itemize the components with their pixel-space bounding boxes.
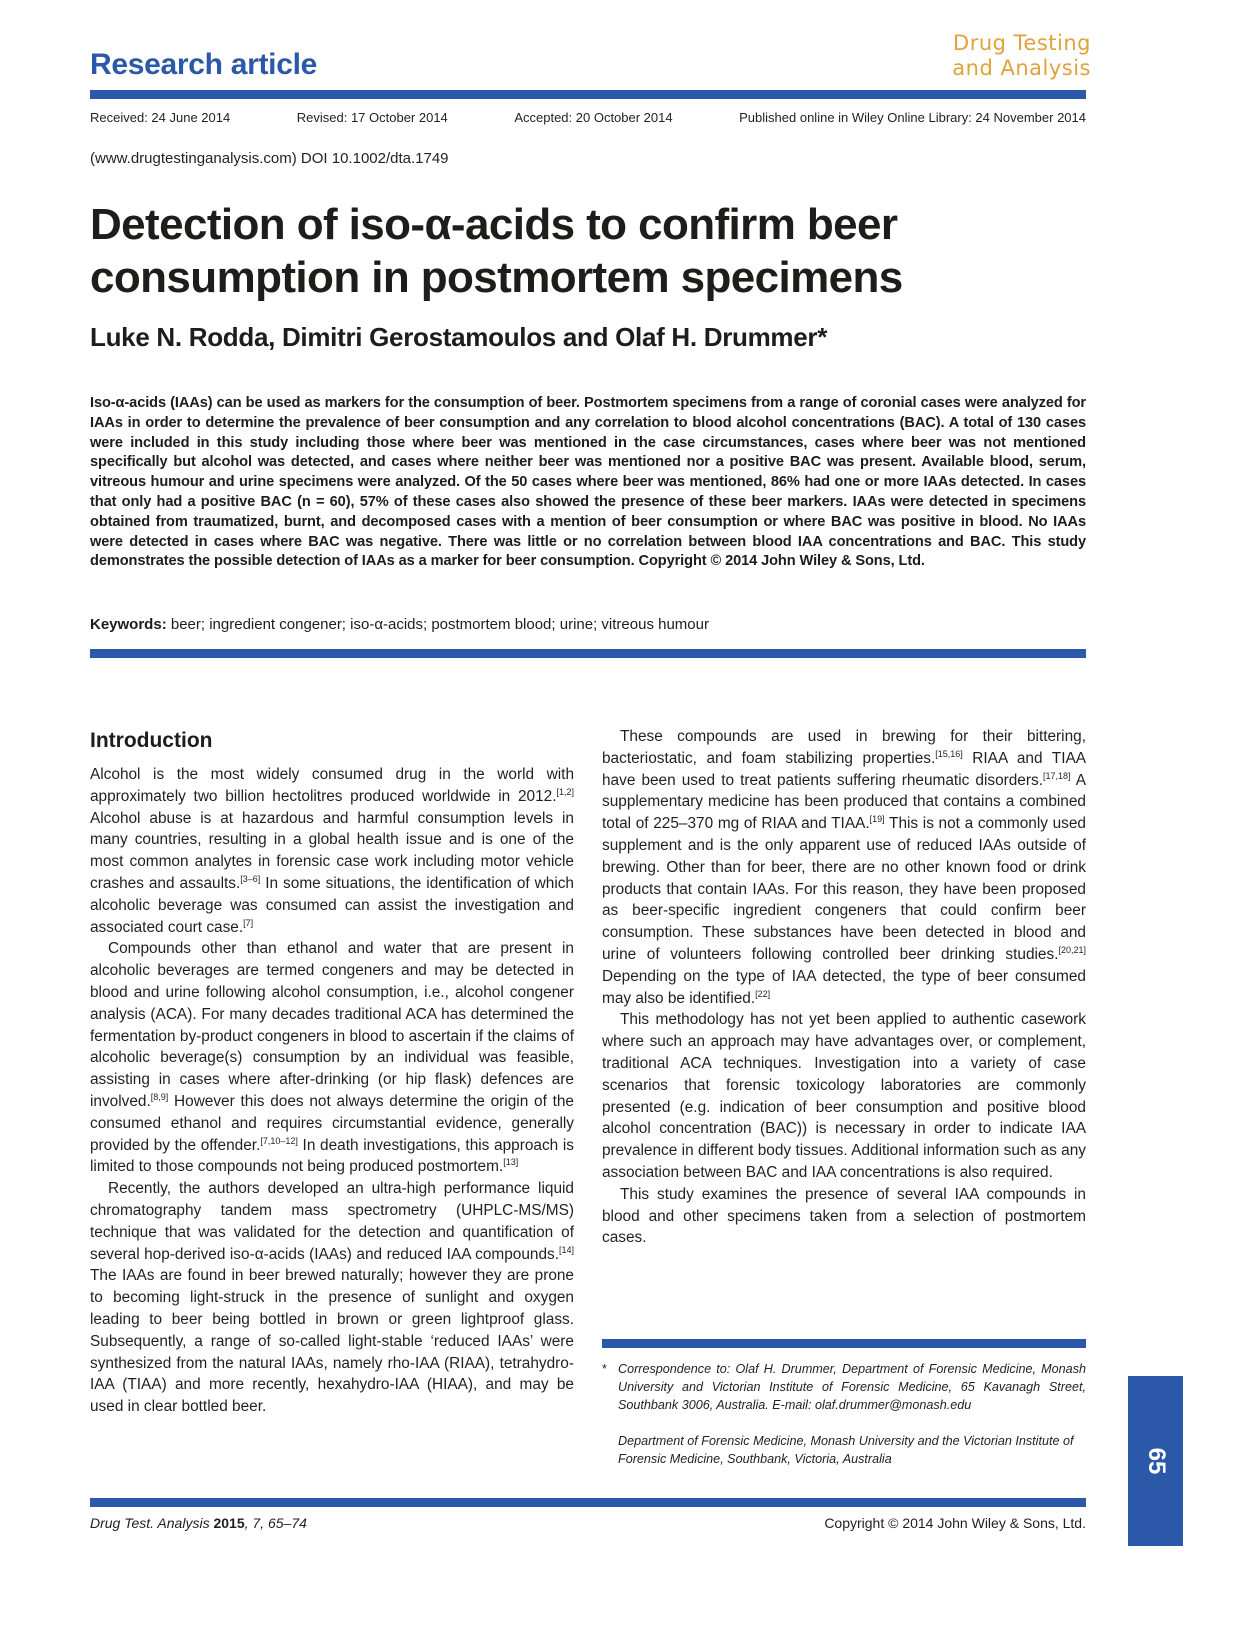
citation-20-21[interactable]: [20,21] — [1058, 944, 1086, 955]
page-number-tab — [1128, 1376, 1183, 1546]
footer-rule — [90, 1498, 1086, 1507]
citation-22[interactable]: [22] — [755, 988, 771, 999]
page-number: 65 — [1142, 1447, 1170, 1475]
left-column — [90, 726, 574, 1418]
keywords-text: beer; ingredient congener; iso-α-acids; postmortem blood; urine; vitreous humour — [166, 616, 709, 633]
published-date: Published online in Wiley Online Library: 24 November 2014 — [739, 110, 1086, 125]
abstract-rule — [90, 649, 1086, 658]
journal-citation: Drug Test. Analysis 2015, 7, 65–74 — [90, 1515, 307, 1531]
author-list: Luke N. Rodda, Dimitri Gerostamoulos and Olaf H. Drummer* — [90, 322, 828, 352]
correspondence-text: Correspondence to: Olaf H. Drummer, Department of Forensic Medicine, Monash University and Victorian Institute of Forensic Medicine, 65 Kavanagh Street, Southbank 3006, Australia. E-mail: olaf.drummer@monash.edu — [618, 1362, 1086, 1412]
copyright-notice: Copyright © 2014 John Wiley & Sons, Ltd. — [824, 1515, 1086, 1531]
header-rule — [90, 90, 1086, 99]
journal-logo-line1: Drug Testing — [953, 31, 1091, 55]
citation-year: 2015 — [213, 1515, 245, 1531]
received-date: Received: 24 June 2014 — [90, 110, 231, 125]
correspondence-note — [602, 1360, 1086, 1414]
citation-3-6[interactable]: [3–6] — [240, 873, 261, 884]
affiliation-note: Department of Forensic Medicine, Monash University and the Victorian Institute of Forensic Medicine, Southbank, Victoria, Australia — [618, 1434, 1074, 1466]
journal-logo-line2: and Analysis — [952, 56, 1091, 80]
citation-8-9[interactable]: [8,9] — [150, 1091, 169, 1102]
correspondence-rule — [602, 1339, 1086, 1348]
section-label: Research article — [90, 48, 318, 81]
right-column — [602, 726, 1086, 1249]
citation-15-16[interactable]: [15,16] — [935, 748, 963, 759]
abstract: Iso-α-acids (IAAs) can be used as markers for the consumption of beer. Postmortem specimens from a range of coronial cases were analyzed for IAAs in order to determine the prevalence of beer consumption and any correlation to blood alcohol concentrations (BAC). A total of 130 cases were included in this study including those where beer was mentioned in the case circumstances, cases where beer was not mentioned specifically but alcohol was detected, and cases where neither beer was mentioned nor a positive BAC was present. Available blood, serum, vitreous humour and urine specimens were analyzed. Of the 50 cases where beer was mentioned, 86% had one or more IAAs detected. In cases that only had a positive BAC (n = 60), 57% of these cases also showed the presence of these beer markers. IAAs were detected in specimens obtained from traumatized, burnt, and decomposed cases with a mention of beer consumption or where BAC was positive in blood. No IAAs were detected in cases where BAC was negative. There was little or no correlation between blood IAA concentrations and BAC. This study demonstrates the possible detection of IAAs as a marker for beer consumption. Copyright © 2014 John Wiley & Sons, Ltd. — [90, 395, 1086, 570]
intro-paragraph-5: This methodology has not yet been applied to authentic casework where such an approach may have advantages over, or complement, traditional ACA techniques. Investigation into a variety of case scenarios that forensic toxicology laboratories are commonly presented (e.g. indication of beer consumption and positive blood alcohol concentration (BAC)) is necessary in order to indicate IAA prevalence in different body tissues. Additional information such as any association between BAC and IAA concentrations is also required. — [602, 1011, 1086, 1181]
journal-logo — [911, 31, 1091, 81]
intro-paragraph-6: This study examines the presence of several IAA compounds in blood and other specimens taken from a selection of postmortem cases. — [602, 1185, 1086, 1247]
citation-17-18[interactable]: [17,18] — [1042, 770, 1071, 781]
intro-paragraph-2: Compounds other than ethanol and water that are present in alcoholic beverages are termed congeners and may be detected in blood and urine following alcohol consumption, i.e., alcohol congener analysis (ACA). For many decades traditional ACA has determined the fermentation by-product congeners in blood to ascertain if the claims of alcoholic beverage(s) consumption by an individual was feasible, assisting in cases where after-drinking (or hip flask) defences are involved.[8,9] However this does not always determine the origin of the consumed ethanol and requires circumstantial evidence, generally provided by the offender.[7,10–12] In death investigations, this approach is limited to those compounds not being produced postmortem.[13] — [90, 940, 575, 1176]
introduction-heading: Introduction — [90, 729, 213, 752]
keywords — [90, 616, 1086, 633]
article-title: Detection of iso-α-acids to confirm beer consumption in postmortem specimens — [90, 200, 903, 302]
article-dates — [90, 110, 1086, 125]
revised-date: Revised: 17 October 2014 — [296, 110, 448, 125]
accepted-date: Accepted: 20 October 2014 — [514, 110, 673, 125]
keywords-label: Keywords: — [90, 616, 167, 633]
citation-14[interactable]: [14] — [558, 1244, 574, 1255]
intro-paragraph-1: Alcohol is the most widely consumed drug in the world with approximately two billion hectolitres produced worldwide in 2012.[1,2] Alcohol abuse is at hazardous and harmful consumption levels in many countries, resulting in a global health issue and is one of the most common analytes in forensic case work including motor vehicle crashes and assaults.[3–6] In some situations, the identification of which alcoholic beverage was consumed can assist the investigation and associated court case.[7] — [90, 766, 574, 936]
citation-19[interactable]: [19] — [869, 814, 885, 825]
citation-13[interactable]: [13] — [503, 1157, 519, 1168]
doi-line[interactable]: (www.drugtestinganalysis.com) DOI 10.1002/dta.1749 — [90, 150, 449, 167]
citation-7-10-12[interactable]: [7,10–12] — [260, 1135, 298, 1146]
intro-paragraph-4: These compounds are used in brewing for their bittering, bacteriostatic, and foam stabilizing properties.[15,16] RIAA and TIAA have been used to treat patients suffering rheumatic disorders.[17,18] A supplementary medicine has been produced that contains a combined total of 225–370 mg of RIAA and TIAA.[19] This is not a commonly used supplement and is the only apparent use of reduced IAAs outside of brewing. Other than for beer, there are no other known food or drink products that contain IAAs. For this reason, they have been proposed as beer-specific ingredient congeners that could confirm beer consumption. These substances have been detected in blood and urine of volunteers following controlled beer drinking studies.[20,21] Depending on the type of IAA detected, the type of beer consumed may also be identified.[22] — [602, 728, 1087, 1007]
correspondence-star: * — [602, 1362, 607, 1376]
citation-7[interactable]: [7] — [243, 917, 254, 928]
citation-1-2[interactable]: [1,2] — [556, 786, 574, 797]
intro-paragraph-3: Recently, the authors developed an ultra-high performance liquid chromatography tandem mass spectrometry (UHPLC-MS/MS) technique that was validated for the detection and quantification of several hop-derived iso-α-acids (IAAs) and reduced IAA compounds.[14] The IAAs are found in beer brewed naturally; however they are prone to becoming light-struck in the presence of sunlight and oxygen leading to beer being bottled in brown or green lightproof glass. Subsequently, a range of so-called light-stable ‘reduced IAAs’ were synthesized from the natural IAAs, namely rho-IAA (RIAA), tetrahydro-IAA (TIAA) and more recently, hexahydro-IAA (HIAA), and may be used in clear bottled beer. — [90, 1180, 574, 1416]
